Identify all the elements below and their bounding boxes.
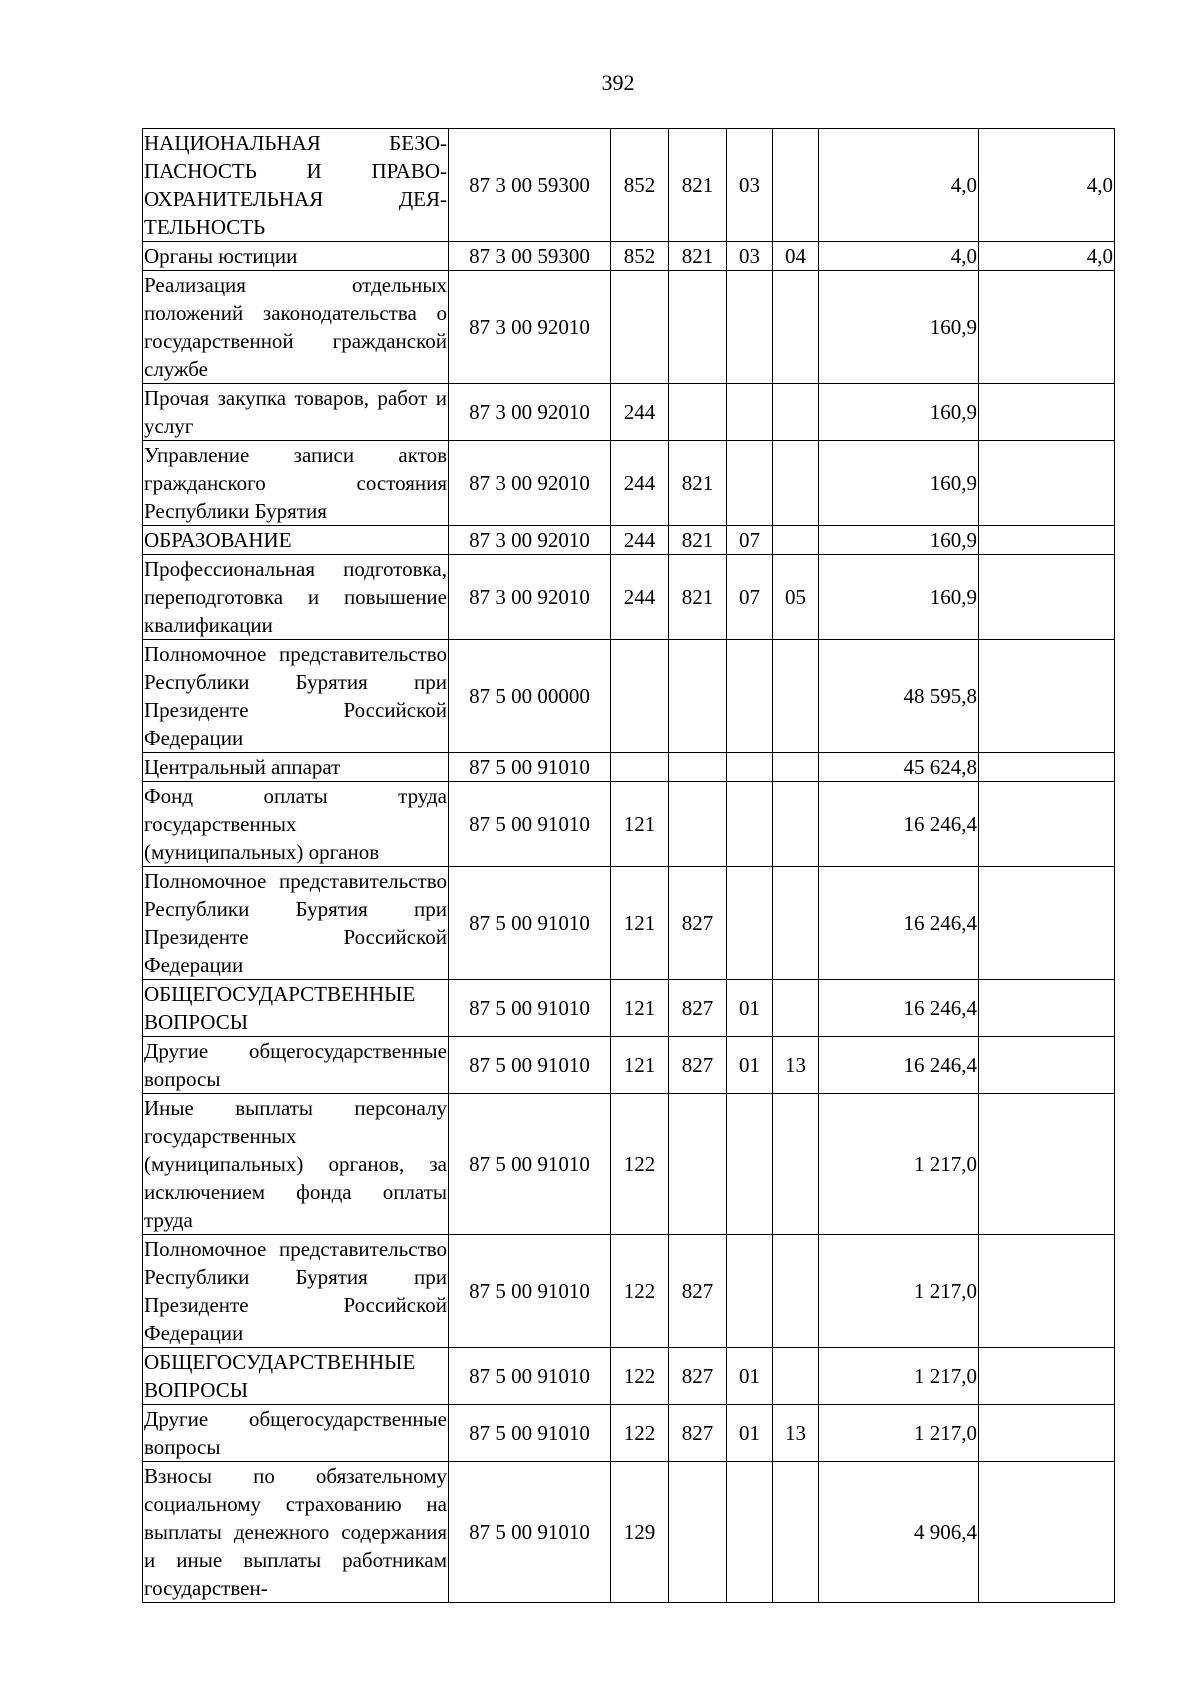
row-administrator: 827 (669, 1405, 727, 1462)
row-sum-1: 16 246,4 (819, 980, 979, 1037)
row-sum-2: 4,0 (979, 242, 1115, 271)
row-expense-type (611, 753, 669, 782)
row-target-code: 87 5 00 91010 (449, 1094, 611, 1235)
row-expense-type: 244 (611, 384, 669, 441)
row-name: ОБЩЕГОСУДАРСТВЕННЫЕ ВОПРОСЫ (143, 980, 449, 1037)
row-subsection (773, 441, 819, 526)
row-sum-2 (979, 271, 1115, 384)
row-sum-1: 160,9 (819, 384, 979, 441)
row-expense-type (611, 271, 669, 384)
row-section (727, 1094, 773, 1235)
row-target-code: 87 3 00 59300 (449, 242, 611, 271)
row-sum-1: 1 217,0 (819, 1235, 979, 1348)
row-target-code: 87 5 00 91010 (449, 1037, 611, 1094)
row-target-code: 87 3 00 59300 (449, 129, 611, 242)
row-sum-1: 4 906,4 (819, 1462, 979, 1603)
row-sum-1: 160,9 (819, 555, 979, 640)
row-administrator: 821 (669, 129, 727, 242)
table-row (143, 1348, 1115, 1405)
row-target-code: 87 5 00 91010 (449, 980, 611, 1037)
row-subsection: 13 (773, 1037, 819, 1094)
row-administrator (669, 753, 727, 782)
row-subsection (773, 526, 819, 555)
row-subsection (773, 1235, 819, 1348)
row-section (727, 384, 773, 441)
table-row (143, 441, 1115, 526)
row-administrator (669, 1094, 727, 1235)
table-row (143, 782, 1115, 867)
row-sum-1: 160,9 (819, 526, 979, 555)
row-section: 01 (727, 980, 773, 1037)
row-sum-2 (979, 753, 1115, 782)
row-section: 01 (727, 1348, 773, 1405)
row-name: Полномочное представительство Республики Бурятия при Президенте Российской Федерации (143, 867, 449, 980)
row-administrator: 821 (669, 555, 727, 640)
row-sum-1: 4,0 (819, 242, 979, 271)
table-row (143, 1462, 1115, 1603)
row-name: Фонд оплаты труда государственных (муниципальных) органов (143, 782, 449, 867)
row-sum-1: 4,0 (819, 129, 979, 242)
row-sum-2 (979, 1235, 1115, 1348)
table-row (143, 271, 1115, 384)
row-name: Профессиональная подготовка, переподготовка и повышение квалификации (143, 555, 449, 640)
row-subsection: 05 (773, 555, 819, 640)
row-subsection (773, 1348, 819, 1405)
row-expense-type: 122 (611, 1405, 669, 1462)
row-expense-type: 122 (611, 1094, 669, 1235)
row-expense-type: 852 (611, 242, 669, 271)
table-row (143, 753, 1115, 782)
row-administrator (669, 782, 727, 867)
row-subsection (773, 753, 819, 782)
row-sum-2 (979, 782, 1115, 867)
row-expense-type: 122 (611, 1348, 669, 1405)
row-name: Управление записи актов гражданского состояния Республики Бурятия (143, 441, 449, 526)
row-subsection (773, 980, 819, 1037)
row-sum-2: 4,0 (979, 129, 1115, 242)
table-row (143, 980, 1115, 1037)
row-subsection (773, 384, 819, 441)
row-sum-2 (979, 1348, 1115, 1405)
row-administrator: 827 (669, 1235, 727, 1348)
row-expense-type: 121 (611, 1037, 669, 1094)
row-section (727, 867, 773, 980)
row-sum-1: 1 217,0 (819, 1094, 979, 1235)
row-target-code: 87 3 00 92010 (449, 441, 611, 526)
table-row (143, 640, 1115, 753)
table-row (143, 867, 1115, 980)
row-section (727, 753, 773, 782)
row-sum-2 (979, 1405, 1115, 1462)
row-sum-1: 160,9 (819, 271, 979, 384)
row-administrator (669, 384, 727, 441)
row-section: 07 (727, 526, 773, 555)
row-sum-2 (979, 526, 1115, 555)
row-subsection: 13 (773, 1405, 819, 1462)
row-name: НАЦИОНАЛЬНАЯ БЕЗО-ПАСНОСТЬ И ПРАВО-ОХРАНИТЕЛЬНАЯ ДЕЯ-ТЕЛЬНОСТЬ (143, 129, 449, 242)
table-row (143, 1405, 1115, 1462)
row-subsection (773, 867, 819, 980)
row-administrator: 827 (669, 867, 727, 980)
row-target-code: 87 3 00 92010 (449, 271, 611, 384)
row-subsection: 04 (773, 242, 819, 271)
row-sum-1: 160,9 (819, 441, 979, 526)
row-sum-2 (979, 980, 1115, 1037)
row-sum-2 (979, 555, 1115, 640)
row-target-code: 87 3 00 92010 (449, 555, 611, 640)
row-target-code: 87 5 00 91010 (449, 1235, 611, 1348)
row-name: Другие общегосударственные вопросы (143, 1037, 449, 1094)
row-section (727, 640, 773, 753)
row-target-code: 87 5 00 91010 (449, 782, 611, 867)
row-administrator (669, 1462, 727, 1603)
row-name: Центральный аппарат (143, 753, 449, 782)
row-name: ОБРАЗОВАНИЕ (143, 526, 449, 555)
row-sum-2 (979, 441, 1115, 526)
row-section (727, 271, 773, 384)
row-sum-2 (979, 1094, 1115, 1235)
row-section: 01 (727, 1037, 773, 1094)
table-row (143, 1094, 1115, 1235)
row-expense-type: 122 (611, 1235, 669, 1348)
row-expense-type: 121 (611, 980, 669, 1037)
row-sum-1: 16 246,4 (819, 782, 979, 867)
row-subsection (773, 271, 819, 384)
row-target-code: 87 5 00 91010 (449, 753, 611, 782)
row-expense-type: 244 (611, 555, 669, 640)
row-subsection (773, 1094, 819, 1235)
row-administrator: 821 (669, 242, 727, 271)
row-section (727, 1462, 773, 1603)
row-administrator: 821 (669, 526, 727, 555)
row-administrator (669, 271, 727, 384)
row-expense-type (611, 640, 669, 753)
row-subsection (773, 129, 819, 242)
row-expense-type: 121 (611, 782, 669, 867)
row-expense-type: 244 (611, 441, 669, 526)
row-subsection (773, 1462, 819, 1603)
row-administrator (669, 640, 727, 753)
row-sum-1: 16 246,4 (819, 1037, 979, 1094)
row-section: 03 (727, 242, 773, 271)
row-subsection (773, 640, 819, 753)
table-row (143, 129, 1115, 242)
row-target-code: 87 5 00 91010 (449, 1348, 611, 1405)
row-sum-1: 1 217,0 (819, 1348, 979, 1405)
row-administrator: 827 (669, 980, 727, 1037)
table-row (143, 1235, 1115, 1348)
row-name: Иные выплаты персоналу государственных (муниципальных) органов, за исключением фонда оплаты труда (143, 1094, 449, 1235)
row-section: 03 (727, 129, 773, 242)
table-row (143, 526, 1115, 555)
row-sum-2 (979, 867, 1115, 980)
row-sum-1: 45 624,8 (819, 753, 979, 782)
row-name: ОБЩЕГОСУДАРСТВЕННЫЕ ВОПРОСЫ (143, 1348, 449, 1405)
page-number: 392 (601, 70, 635, 95)
row-name: Прочая закупка товаров, работ и услуг (143, 384, 449, 441)
row-sum-2 (979, 384, 1115, 441)
table-row (143, 555, 1115, 640)
row-name: Полномочное представительство Республики Бурятия при Президенте Российской Федерации (143, 640, 449, 753)
row-expense-type: 121 (611, 867, 669, 980)
row-name: Органы юстиции (143, 242, 449, 271)
row-section (727, 1235, 773, 1348)
row-sum-1: 48 595,8 (819, 640, 979, 753)
row-target-code: 87 3 00 92010 (449, 526, 611, 555)
row-target-code: 87 5 00 00000 (449, 640, 611, 753)
row-section (727, 441, 773, 526)
row-sum-1: 16 246,4 (819, 867, 979, 980)
row-target-code: 87 3 00 92010 (449, 384, 611, 441)
table-row (143, 1037, 1115, 1094)
row-expense-type: 852 (611, 129, 669, 242)
row-target-code: 87 5 00 91010 (449, 1405, 611, 1462)
row-expense-type: 129 (611, 1462, 669, 1603)
row-expense-type: 244 (611, 526, 669, 555)
row-section (727, 782, 773, 867)
row-administrator: 827 (669, 1037, 727, 1094)
row-sum-2 (979, 1037, 1115, 1094)
budget-table (142, 128, 1115, 1603)
row-section: 01 (727, 1405, 773, 1462)
row-administrator: 827 (669, 1348, 727, 1405)
row-subsection (773, 782, 819, 867)
row-name: Взносы по обязательному социальному страхованию на выплаты денежного содержания и иные выплаты работникам государствен- (143, 1462, 449, 1603)
row-target-code: 87 5 00 91010 (449, 867, 611, 980)
row-sum-1: 1 217,0 (819, 1405, 979, 1462)
row-sum-2 (979, 640, 1115, 753)
row-name: Другие общегосударственные вопросы (143, 1405, 449, 1462)
row-administrator: 821 (669, 441, 727, 526)
table-row (143, 242, 1115, 271)
row-target-code: 87 5 00 91010 (449, 1462, 611, 1603)
row-name: Полномочное представительство Республики Бурятия при Президенте Российской Федерации (143, 1235, 449, 1348)
row-sum-2 (979, 1462, 1115, 1603)
row-section: 07 (727, 555, 773, 640)
row-name: Реализация отдельных положений законодательства о государственной гражданской службе (143, 271, 449, 384)
table-row (143, 384, 1115, 441)
